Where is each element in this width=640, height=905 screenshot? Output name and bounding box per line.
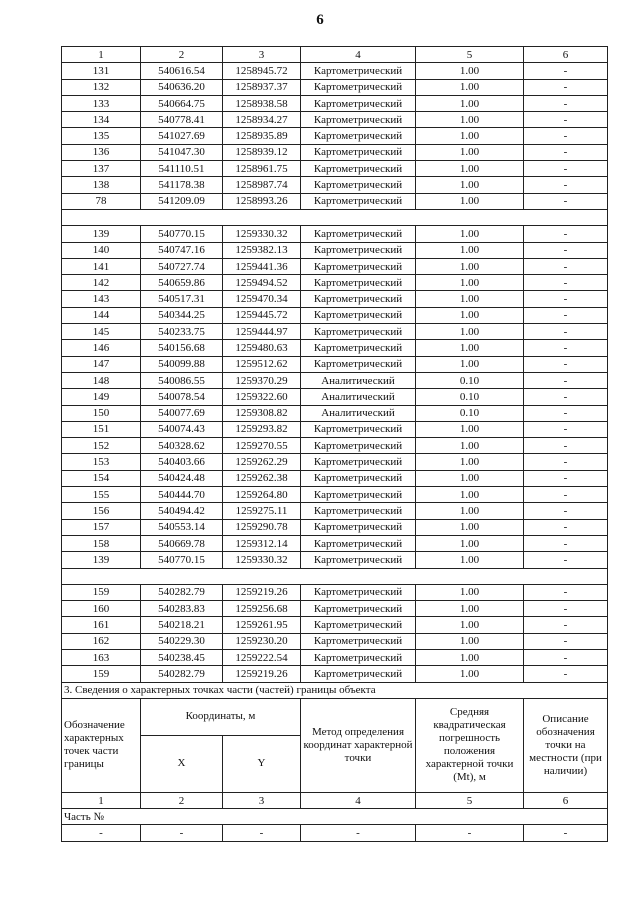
table-row (62, 193, 608, 209)
method: Картометрический (301, 307, 416, 323)
description: - (524, 193, 608, 209)
coord-y: 1259262.29 (223, 454, 301, 470)
method: Картометрический (301, 454, 416, 470)
coord-y: 1259290.78 (223, 519, 301, 535)
header-x: X (141, 735, 223, 792)
coord-y: 1259219.26 (223, 666, 301, 682)
coord-y: 1258934.27 (223, 112, 301, 128)
description: - (524, 389, 608, 405)
point-id: 136 (62, 144, 141, 160)
column-number: 4 (301, 792, 416, 808)
coord-x: 541209.09 (141, 193, 223, 209)
method: Картометрический (301, 421, 416, 437)
method: Картометрический (301, 242, 416, 258)
coord-y: 1259270.55 (223, 438, 301, 454)
method: Картометрический (301, 177, 416, 193)
point-id: 138 (62, 177, 141, 193)
point-id: 140 (62, 242, 141, 258)
coord-y: 1259256.68 (223, 601, 301, 617)
coord-x: 540283.83 (141, 601, 223, 617)
point-id: 162 (62, 633, 141, 649)
method: Картометрический (301, 95, 416, 111)
method: Картометрический (301, 193, 416, 209)
description: - (524, 226, 608, 242)
description: - (524, 454, 608, 470)
point-id: 156 (62, 503, 141, 519)
coord-y: 1259322.60 (223, 389, 301, 405)
description: - (524, 324, 608, 340)
coord-x: 540229.30 (141, 633, 223, 649)
coord-y: 1259262.38 (223, 470, 301, 486)
coord-y: 1259444.97 (223, 324, 301, 340)
column-number: 5 (416, 47, 524, 63)
coord-y: 1258937.37 (223, 79, 301, 95)
point-id: 149 (62, 389, 141, 405)
accuracy: 1.00 (416, 275, 524, 291)
accuracy: 1.00 (416, 340, 524, 356)
coord-x: 540328.62 (141, 438, 223, 454)
accuracy: 1.00 (416, 356, 524, 372)
blank-separator-row (62, 209, 608, 225)
method: Аналитический (301, 372, 416, 388)
table-row (62, 275, 608, 291)
method: Картометрический (301, 584, 416, 600)
point-id: 135 (62, 128, 141, 144)
accuracy: 1.00 (416, 258, 524, 274)
description: - (524, 405, 608, 421)
coord-x: 540156.68 (141, 340, 223, 356)
part-label: Часть № (62, 809, 608, 825)
point-id: 153 (62, 454, 141, 470)
accuracy: 1.00 (416, 193, 524, 209)
accuracy: 1.00 (416, 226, 524, 242)
coord-x: 540078.54 (141, 389, 223, 405)
coord-x: 540424.48 (141, 470, 223, 486)
blank-separator-row (62, 568, 608, 584)
description: - (524, 112, 608, 128)
point-id: 155 (62, 487, 141, 503)
method: Картометрический (301, 617, 416, 633)
accuracy: 1.00 (416, 552, 524, 568)
coord-x: 540636.20 (141, 79, 223, 95)
table-row (62, 161, 608, 177)
table-row (62, 340, 608, 356)
method: Картометрический (301, 503, 416, 519)
table-row (62, 258, 608, 274)
table-row (62, 487, 608, 503)
accuracy: 0.10 (416, 372, 524, 388)
empty-cell: - (223, 825, 301, 841)
empty-cell: - (62, 825, 141, 841)
point-id: 133 (62, 95, 141, 111)
coord-x: 540218.21 (141, 617, 223, 633)
section-3-title-row (62, 682, 608, 698)
table-row (62, 535, 608, 551)
table-row (62, 291, 608, 307)
coord-x: 540282.79 (141, 666, 223, 682)
column-number-row (62, 47, 608, 63)
coord-y: 1259470.34 (223, 291, 301, 307)
point-id: 144 (62, 307, 141, 323)
coord-x: 540747.16 (141, 242, 223, 258)
table-row (62, 470, 608, 486)
coord-x: 540616.54 (141, 63, 223, 79)
table-row (62, 389, 608, 405)
description: - (524, 487, 608, 503)
description: - (524, 372, 608, 388)
point-id: 134 (62, 112, 141, 128)
column-number: 6 (524, 792, 608, 808)
point-id: 141 (62, 258, 141, 274)
column-number: 5 (416, 792, 524, 808)
empty-cell: - (416, 825, 524, 841)
accuracy: 1.00 (416, 666, 524, 682)
accuracy: 1.00 (416, 324, 524, 340)
column-number: 2 (141, 47, 223, 63)
point-id: 150 (62, 405, 141, 421)
table-row (62, 438, 608, 454)
coord-x: 540770.15 (141, 226, 223, 242)
description: - (524, 356, 608, 372)
coord-x: 540233.75 (141, 324, 223, 340)
table-row (62, 617, 608, 633)
method: Картометрический (301, 258, 416, 274)
coord-y: 1259382.13 (223, 242, 301, 258)
coord-x: 540553.14 (141, 519, 223, 535)
section-3-part-row (62, 809, 608, 825)
accuracy: 1.00 (416, 633, 524, 649)
coord-y: 1259230.20 (223, 633, 301, 649)
method: Картометрический (301, 535, 416, 551)
coord-x: 540099.88 (141, 356, 223, 372)
accuracy: 1.00 (416, 535, 524, 551)
description: - (524, 617, 608, 633)
column-number: 2 (141, 792, 223, 808)
table-row (62, 454, 608, 470)
header-y: Y (223, 735, 301, 792)
point-id: 160 (62, 601, 141, 617)
coord-y: 1259441.36 (223, 258, 301, 274)
section-3-column-number-row (62, 792, 608, 808)
description: - (524, 291, 608, 307)
point-id: 159 (62, 584, 141, 600)
coord-y: 1259445.72 (223, 307, 301, 323)
point-id: 132 (62, 79, 141, 95)
coord-y: 1259275.11 (223, 503, 301, 519)
column-number: 3 (223, 792, 301, 808)
description: - (524, 144, 608, 160)
method: Картометрический (301, 128, 416, 144)
table-row (62, 307, 608, 323)
coord-x: 540344.25 (141, 307, 223, 323)
description: - (524, 340, 608, 356)
table-row (62, 128, 608, 144)
coord-x: 540494.42 (141, 503, 223, 519)
method: Картометрический (301, 63, 416, 79)
coord-y: 1259330.32 (223, 226, 301, 242)
accuracy: 1.00 (416, 307, 524, 323)
blank-separator (62, 209, 608, 225)
description: - (524, 128, 608, 144)
table-row (62, 112, 608, 128)
method: Картометрический (301, 340, 416, 356)
accuracy: 1.00 (416, 503, 524, 519)
method: Картометрический (301, 633, 416, 649)
method: Картометрический (301, 275, 416, 291)
method: Картометрический (301, 601, 416, 617)
table-row (62, 144, 608, 160)
accuracy: 1.00 (416, 601, 524, 617)
empty-cell: - (524, 825, 608, 841)
description: - (524, 177, 608, 193)
coord-x: 540669.78 (141, 535, 223, 551)
point-id: 145 (62, 324, 141, 340)
accuracy: 1.00 (416, 291, 524, 307)
description: - (524, 552, 608, 568)
table-row (62, 601, 608, 617)
table-row (62, 324, 608, 340)
accuracy: 1.00 (416, 487, 524, 503)
method: Картометрический (301, 161, 416, 177)
coord-x: 541027.69 (141, 128, 223, 144)
table-row (62, 633, 608, 649)
header-method: Метод определения координат характерной точки (301, 698, 416, 792)
method: Картометрический (301, 112, 416, 128)
table-row (62, 177, 608, 193)
point-id: 139 (62, 226, 141, 242)
point-id: 161 (62, 617, 141, 633)
header-point-designation: Обозначение характерных точек части границы (62, 698, 141, 792)
method: Аналитический (301, 389, 416, 405)
point-id: 163 (62, 649, 141, 665)
table-row (62, 405, 608, 421)
coord-x: 540086.55 (141, 372, 223, 388)
coord-y: 1259370.29 (223, 372, 301, 388)
coord-y: 1259512.62 (223, 356, 301, 372)
header-accuracy: Средняя квадратическая погрешность положения характерной точки (Mt), м (416, 698, 524, 792)
empty-cell: - (141, 825, 223, 841)
accuracy: 1.00 (416, 161, 524, 177)
description: - (524, 601, 608, 617)
method: Картометрический (301, 324, 416, 340)
table-row (62, 242, 608, 258)
coord-y: 1258961.75 (223, 161, 301, 177)
coord-y: 1258938.58 (223, 95, 301, 111)
coord-y: 1259330.32 (223, 552, 301, 568)
description: - (524, 63, 608, 79)
method: Картометрический (301, 552, 416, 568)
coord-x: 540444.70 (141, 487, 223, 503)
table-row (62, 226, 608, 242)
method: Аналитический (301, 405, 416, 421)
coord-x: 541047.30 (141, 144, 223, 160)
coord-x: 540770.15 (141, 552, 223, 568)
description: - (524, 535, 608, 551)
point-id: 147 (62, 356, 141, 372)
table-row (62, 356, 608, 372)
description: - (524, 470, 608, 486)
blank-separator (62, 568, 608, 584)
column-number: 4 (301, 47, 416, 63)
point-id: 154 (62, 470, 141, 486)
description: - (524, 666, 608, 682)
point-id: 158 (62, 535, 141, 551)
coord-x: 540077.69 (141, 405, 223, 421)
coordinates-table (61, 46, 608, 842)
coord-x: 540074.43 (141, 421, 223, 437)
table-row (62, 95, 608, 111)
point-id: 78 (62, 193, 141, 209)
empty-cell: - (301, 825, 416, 841)
table-row (62, 584, 608, 600)
table-row (62, 372, 608, 388)
table-row (62, 666, 608, 682)
method: Картометрический (301, 487, 416, 503)
accuracy: 1.00 (416, 421, 524, 437)
description: - (524, 95, 608, 111)
point-id: 137 (62, 161, 141, 177)
method: Картометрический (301, 226, 416, 242)
method: Картометрический (301, 79, 416, 95)
accuracy: 0.10 (416, 405, 524, 421)
accuracy: 1.00 (416, 519, 524, 535)
header-coordinates: Координаты, м (141, 698, 301, 735)
method: Картометрический (301, 470, 416, 486)
description: - (524, 242, 608, 258)
section-3-empty-row (62, 825, 608, 841)
coordinates-table-body (62, 47, 608, 842)
coord-y: 1258935.89 (223, 128, 301, 144)
method: Картометрический (301, 649, 416, 665)
point-id: 159 (62, 666, 141, 682)
description: - (524, 275, 608, 291)
coord-y: 1259308.82 (223, 405, 301, 421)
point-id: 146 (62, 340, 141, 356)
coord-x: 540403.66 (141, 454, 223, 470)
accuracy: 1.00 (416, 95, 524, 111)
description: - (524, 421, 608, 437)
accuracy: 1.00 (416, 470, 524, 486)
accuracy: 0.10 (416, 389, 524, 405)
coord-x: 541110.51 (141, 161, 223, 177)
description: - (524, 438, 608, 454)
coord-y: 1258987.74 (223, 177, 301, 193)
coord-x: 541178.38 (141, 177, 223, 193)
coord-y: 1258939.12 (223, 144, 301, 160)
coord-y: 1258993.26 (223, 193, 301, 209)
description: - (524, 633, 608, 649)
method: Картометрический (301, 356, 416, 372)
header-description: Описание обозначения точки на местности (при наличии) (524, 698, 608, 792)
point-id: 148 (62, 372, 141, 388)
coord-y: 1259312.14 (223, 535, 301, 551)
accuracy: 1.00 (416, 79, 524, 95)
coord-y: 1259480.63 (223, 340, 301, 356)
coord-y: 1258945.72 (223, 63, 301, 79)
coord-x: 540778.41 (141, 112, 223, 128)
point-id: 139 (62, 552, 141, 568)
coord-y: 1259219.26 (223, 584, 301, 600)
column-number: 6 (524, 47, 608, 63)
coord-y: 1259293.82 (223, 421, 301, 437)
coord-y: 1259222.54 (223, 649, 301, 665)
point-id: 152 (62, 438, 141, 454)
coord-y: 1259264.80 (223, 487, 301, 503)
point-id: 131 (62, 63, 141, 79)
description: - (524, 649, 608, 665)
description: - (524, 503, 608, 519)
table-row (62, 63, 608, 79)
table-row (62, 649, 608, 665)
description: - (524, 519, 608, 535)
table-row (62, 519, 608, 535)
coord-y: 1259261.95 (223, 617, 301, 633)
method: Картометрический (301, 144, 416, 160)
description: - (524, 79, 608, 95)
accuracy: 1.00 (416, 649, 524, 665)
coord-x: 540238.45 (141, 649, 223, 665)
point-id: 157 (62, 519, 141, 535)
coord-x: 540664.75 (141, 95, 223, 111)
column-number: 1 (62, 792, 141, 808)
point-id: 142 (62, 275, 141, 291)
accuracy: 1.00 (416, 438, 524, 454)
section-3-header-row (62, 698, 608, 735)
accuracy: 1.00 (416, 242, 524, 258)
table-row (62, 503, 608, 519)
table-row (62, 79, 608, 95)
column-number: 3 (223, 47, 301, 63)
accuracy: 1.00 (416, 454, 524, 470)
method: Картометрический (301, 666, 416, 682)
coord-y: 1259494.52 (223, 275, 301, 291)
coord-x: 540282.79 (141, 584, 223, 600)
coord-x: 540659.86 (141, 275, 223, 291)
section-3-title: 3. Сведения о характерных точках части (частей) границы объекта (62, 682, 608, 698)
coord-x: 540517.31 (141, 291, 223, 307)
page-number: 6 (316, 12, 324, 28)
point-id: 143 (62, 291, 141, 307)
accuracy: 1.00 (416, 112, 524, 128)
accuracy: 1.00 (416, 128, 524, 144)
method: Картометрический (301, 291, 416, 307)
accuracy: 1.00 (416, 617, 524, 633)
table-row (62, 421, 608, 437)
accuracy: 1.00 (416, 584, 524, 600)
description: - (524, 307, 608, 323)
point-id: 151 (62, 421, 141, 437)
description: - (524, 258, 608, 274)
method: Картометрический (301, 519, 416, 535)
coord-x: 540727.74 (141, 258, 223, 274)
accuracy: 1.00 (416, 63, 524, 79)
table-row (62, 552, 608, 568)
column-number: 1 (62, 47, 141, 63)
description: - (524, 161, 608, 177)
description: - (524, 584, 608, 600)
accuracy: 1.00 (416, 144, 524, 160)
method: Картометрический (301, 438, 416, 454)
accuracy: 1.00 (416, 177, 524, 193)
